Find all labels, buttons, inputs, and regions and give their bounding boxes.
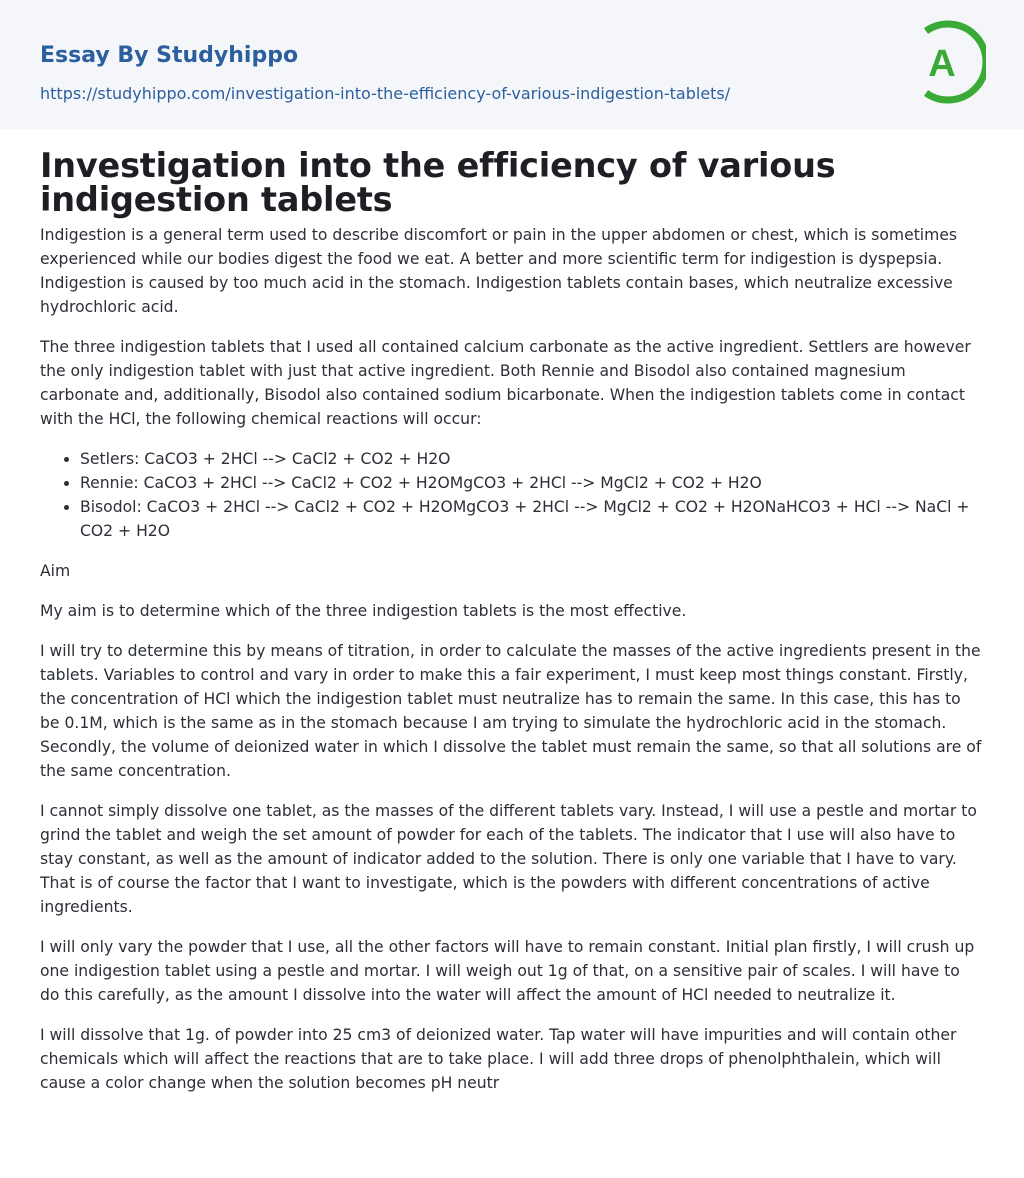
reaction-list xyxy=(40,447,984,543)
paragraph: Indigestion is a general term used to describe discomfort or pain in the upper abdomen or chest, which is sometimes experienced while our bodies digest the food we eat. A better and more scientific term for indigestion is dyspepsia. Indigestion is caused by too much acid in the stomach. Indigestion tablets contain bases, which neutralize excessive hydrochloric acid. xyxy=(40,226,958,316)
paragraph: The three indigestion tablets that I used all contained calcium carbonate as the active ingredient. Settlers are however the only indigestion tablet with just that active ingredient. Both Rennie and Bisodol also contained magnesium carbonate and, additionally, Bisodol also contained sodium bicarbonate. When the indigestion tablets come in contact with the HCl, the following chemical reactions will occur: xyxy=(40,338,971,428)
list-item: • Bisodol: CaCO3 + 2HCl --> CaCl2 + CO2 + H2OMgCO3 + 2HCl --> MgCl2 + CO2 + H2ONaHCO3 + HCl --> NaCl + CO2 + H2O xyxy=(80,495,984,543)
list-item: • Rennie: CaCO3 + 2HCl --> CaCl2 + CO2 + H2OMgCO3 + 2HCl --> MgCl2 + CO2 + H2O xyxy=(80,471,984,495)
article xyxy=(0,146,1024,1095)
paragraph: I will dissolve that 1g. of powder into 25 cm3 of deionized water. Tap water will have impurities and will contain other chemicals which will affect the reactions that are to take place. I will add three drops of phenolphthalein, which will cause a color change when the solution becomes pH neutr xyxy=(40,1026,957,1092)
page-title: Investigation into the efficiency of various indigestion tablets xyxy=(40,146,836,219)
list-item: • Setlers: CaCO3 + 2HCl --> CaCl2 + CO2 + H2O xyxy=(80,447,984,471)
svg-text:A: A xyxy=(928,43,956,85)
studyhippo-logo-icon[interactable] xyxy=(916,18,986,106)
paragraph: I will only vary the powder that I use, all the other factors will have to remain constant. Initial plan firstly, I will crush up one indigestion tablet using a pestle and mortar. I will weigh out 1g of that, on a sensitive pair of scales. I will have to do this carefully, as the amount I dissolve into the water will affect the amount of HCl needed to neutralize it. xyxy=(40,938,975,1004)
section-heading-aim: Aim xyxy=(40,562,71,580)
paragraph: I cannot simply dissolve one tablet, as the masses of the different tablets vary. Instead, I will use a pestle and mortar to grind the tablet and weigh the set amount of powder for each of the tablets. The indicator that I use will also have to stay constant, as well as the amount of indicator added to the solution. There is only one variable that I have to vary. That is of course the factor that I want to investigate, which is the powders with different concentrations of active ingredients. xyxy=(40,802,977,916)
paragraph: My aim is to determine which of the three indigestion tablets is the most effective. xyxy=(40,602,687,620)
site-header xyxy=(0,0,1024,129)
source-url-link[interactable]: https://studyhippo.com/investigation-into-the-efficiency-of-various-indigestion-tablets/ xyxy=(40,84,731,103)
brand-title[interactable]: Essay By Studyhippo xyxy=(40,43,299,68)
paragraph: I will try to determine this by means of titration, in order to calculate the masses of the active ingredients present in the tablets. Variables to control and vary in order to make this a fair experiment, I must keep most things constant. Firstly, the concentration of HCl which the indigestion tablet must neutralize has to remain the same. In this case, this has to be 0.1M, which is the same as in the stomach because I am trying to simulate the hydrochloric acid in the stomach. Secondly, the volume of deionized water in which I dissolve the tablet must remain the same, so that all solutions are of the same concentration. xyxy=(40,642,982,780)
